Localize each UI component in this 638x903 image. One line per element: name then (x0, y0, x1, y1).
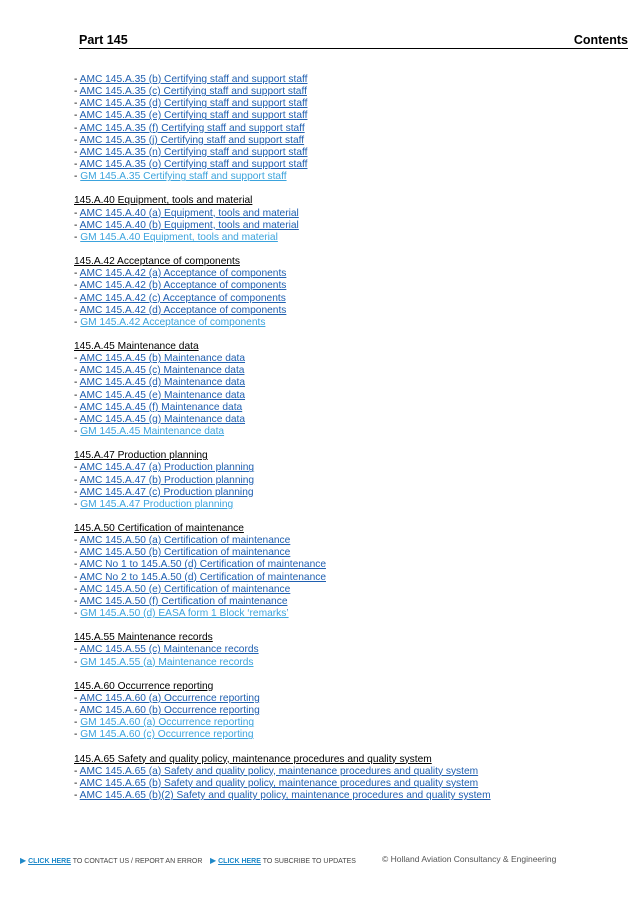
toc-entry (74, 790, 614, 802)
toc-entry (74, 159, 614, 171)
list-dash: - (74, 86, 80, 98)
toc-section (74, 195, 614, 244)
amc-link[interactable]: AMC 145.A.45 (g) Maintenance data (79, 413, 246, 425)
gm-link[interactable]: GM 145.A.60 (a) Occurrence reporting (80, 717, 255, 729)
toc-entry (74, 377, 614, 389)
toc-entry (74, 293, 614, 305)
toc-entry (74, 596, 614, 608)
list-dash: - (74, 365, 80, 377)
amc-link[interactable]: AMC 145.A.45 (e) Maintenance data (79, 389, 246, 401)
list-dash: - (74, 304, 80, 316)
toc-section-title[interactable]: 145.A.45 Maintenance data (74, 340, 199, 352)
toc-section-title[interactable]: 145.A.42 Acceptance of components (74, 256, 240, 268)
list-dash: - (74, 717, 81, 729)
list-dash: - (74, 474, 80, 486)
toc-section (74, 450, 614, 511)
toc-entry (74, 365, 614, 377)
list-dash: - (74, 159, 80, 171)
amc-link[interactable]: AMC 145.A.60 (a) Occurrence reporting (79, 692, 260, 704)
amc-link[interactable]: AMC 145.A.35 (o) Certifying staff and support staff (79, 159, 308, 171)
list-dash: - (74, 110, 80, 122)
toc-entry (74, 317, 614, 329)
gm-link[interactable]: GM 145.A.35 Certifying staff and support staff (80, 171, 287, 183)
toc-entry (74, 414, 614, 426)
toc-intro-list (74, 74, 614, 183)
list-dash: - (74, 656, 81, 668)
toc-entry (74, 232, 614, 244)
toc-entry (74, 705, 614, 717)
section-title: Contents (573, 33, 628, 47)
toc-entry (74, 123, 614, 135)
amc-link[interactable]: AMC 145.A.50 (b) Certification of maintenance (79, 547, 291, 559)
amc-link[interactable]: AMC 145.A.65 (b)(2) Safety and quality policy, maintenance procedures and quality system (79, 789, 491, 801)
toc-entry (74, 644, 614, 656)
amc-link[interactable]: AMC 145.A.45 (f) Maintenance data (79, 401, 243, 413)
toc-entry (74, 426, 614, 438)
list-dash: - (74, 413, 80, 425)
list-dash: - (74, 231, 81, 243)
list-dash: - (74, 316, 81, 328)
toc-section (74, 681, 614, 742)
list-dash: - (74, 559, 80, 571)
toc-entry (74, 778, 614, 790)
amc-link[interactable]: AMC 145.A.35 (f) Certifying staff and support staff (79, 122, 305, 134)
list-dash: - (74, 171, 81, 183)
list-dash: - (74, 426, 81, 438)
amc-link[interactable]: AMC 145.A.47 (a) Production planning (79, 462, 255, 474)
list-dash: - (74, 280, 80, 292)
list-dash: - (74, 74, 80, 85)
toc-entry (74, 717, 614, 729)
amc-link[interactable]: AMC 145.A.55 (c) Maintenance records (79, 644, 259, 656)
list-dash: - (74, 644, 80, 656)
amc-link[interactable]: AMC 145.A.45 (d) Maintenance data (79, 377, 246, 389)
subscribe-text: TO SUBCRIBE TO UPDATES (262, 858, 356, 865)
gm-link[interactable]: GM 145.A.40 Equipment, tools and material (80, 231, 278, 243)
toc-entry (74, 110, 614, 122)
toc-section-title[interactable]: 145.A.47 Production planning (74, 450, 208, 462)
list-dash: - (74, 146, 80, 158)
toc-entry (74, 584, 614, 596)
list-dash: - (74, 765, 80, 777)
list-dash: - (74, 789, 80, 801)
toc-entry (74, 462, 614, 474)
list-dash: - (74, 729, 81, 741)
list-dash: - (74, 571, 80, 583)
list-dash: - (74, 486, 80, 498)
list-dash: - (74, 777, 80, 789)
page-footer (20, 854, 620, 866)
toc-entry (74, 487, 614, 499)
amc-link[interactable]: AMC 145.A.42 (b) Acceptance of components (79, 280, 287, 292)
toc-entry (74, 74, 614, 86)
toc-entry (74, 547, 614, 559)
play-triangle-icon: ▶ (210, 856, 217, 865)
toc-entry (74, 475, 614, 487)
toc-entry (74, 305, 614, 317)
amc-link[interactable]: AMC 145.A.50 (e) Certification of maintenance (79, 583, 291, 595)
amc-link[interactable]: AMC 145.A.45 (c) Maintenance data (79, 365, 245, 377)
list-dash: - (74, 595, 80, 607)
gm-link[interactable]: GM 145.A.60 (c) Occurrence reporting (80, 729, 254, 741)
toc-entry (74, 499, 614, 511)
list-dash: - (74, 401, 80, 413)
list-dash: - (74, 692, 80, 704)
list-dash: - (74, 268, 80, 280)
gm-link[interactable]: GM 145.A.55 (a) Maintenance records (80, 656, 254, 668)
toc-section-title[interactable]: 145.A.65 Safety and quality policy, maintenance procedures and quality system (74, 753, 432, 765)
toc-entry (74, 147, 614, 159)
toc-entry (74, 693, 614, 705)
toc-entry (74, 86, 614, 98)
list-dash: - (74, 535, 80, 547)
table-of-contents (74, 74, 614, 814)
toc-entry (74, 98, 614, 110)
amc-link[interactable]: AMC 145.A.42 (d) Acceptance of components (79, 304, 287, 316)
footer-contact (20, 856, 202, 865)
toc-entry (74, 208, 614, 220)
amc-link[interactable]: AMC 145.A.35 (d) Certifying staff and support staff (79, 98, 308, 110)
list-dash: - (74, 134, 80, 146)
subscribe-link[interactable]: CLICK HERE (218, 858, 261, 865)
toc-section-title[interactable]: 145.A.50 Certification of maintenance (74, 523, 244, 534)
amc-link[interactable]: AMC 145.A.40 (b) Equipment, tools and material (79, 219, 299, 231)
amc-link[interactable]: AMC 145.A.45 (b) Maintenance data (79, 353, 246, 365)
toc-entry (74, 280, 614, 292)
copyright: © Holland Aviation Consultancy & Engineering (382, 854, 557, 864)
gm-link[interactable]: GM 145.A.42 Acceptance of components (80, 316, 266, 328)
amc-link[interactable]: AMC 145.A.35 (e) Certifying staff and support staff (79, 110, 308, 122)
list-dash: - (74, 705, 80, 717)
contact-link[interactable]: CLICK HERE (28, 858, 71, 865)
list-dash: - (74, 547, 80, 559)
amc-link[interactable]: AMC 145.A.35 (j) Certifying staff and support staff (79, 134, 305, 146)
amc-link[interactable]: AMC 145.A.47 (b) Production planning (79, 474, 255, 486)
list-dash: - (74, 377, 80, 389)
list-dash: - (74, 498, 81, 510)
document-title: Part 145 (79, 33, 128, 47)
toc-section (74, 523, 614, 620)
toc-section-title[interactable]: 145.A.60 Occurrence reporting (74, 680, 214, 692)
toc-section (74, 754, 614, 803)
toc-section (74, 632, 614, 668)
toc-entry (74, 766, 614, 778)
amc-link[interactable]: AMC 145.A.60 (b) Occurrence reporting (79, 705, 260, 717)
toc-entry (74, 353, 614, 365)
toc-entry (74, 135, 614, 147)
list-dash: - (74, 353, 80, 365)
gm-link[interactable]: GM 145.A.45 Maintenance data (80, 426, 225, 438)
gm-link[interactable]: GM 145.A.50 (d) EASA form 1 Block ‘remarks’ (80, 608, 289, 620)
list-dash: - (74, 608, 81, 620)
list-dash: - (74, 292, 80, 304)
toc-entry (74, 171, 614, 183)
toc-section (74, 256, 614, 329)
amc-link[interactable]: AMC 145.A.47 (c) Production planning (79, 486, 254, 498)
list-dash: - (74, 389, 80, 401)
amc-link[interactable]: AMC 145.A.65 (b) Safety and quality policy, maintenance procedures and quality system (79, 777, 479, 789)
contact-text: TO CONTACT US / REPORT AN ERROR (72, 858, 203, 865)
list-dash: - (74, 583, 80, 595)
list-dash: - (74, 122, 80, 134)
amc-link[interactable]: AMC 145.A.40 (a) Equipment, tools and material (79, 207, 299, 219)
list-dash: - (74, 462, 80, 474)
toc-entry (74, 268, 614, 280)
toc-entry (74, 572, 614, 584)
amc-link[interactable]: AMC 145.A.50 (a) Certification of maintenance (79, 535, 291, 547)
amc-link[interactable]: AMC 145.A.50 (f) Certification of maintenance (79, 595, 288, 607)
toc-section-title[interactable]: 145.A.40 Equipment, tools and material (74, 195, 253, 207)
toc-entry (74, 608, 614, 620)
amc-link[interactable]: AMC 145.A.42 (c) Acceptance of components (79, 292, 286, 304)
toc-entry (74, 220, 614, 232)
amc-link[interactable]: AMC 145.A.35 (c) Certifying staff and support staff (79, 86, 307, 98)
toc-section (74, 341, 614, 438)
toc-entry (74, 559, 614, 571)
toc-section-title[interactable]: 145.A.55 Maintenance records (74, 632, 213, 644)
amc-link[interactable]: AMC No 1 to 145.A.50 (d) Certification of maintenance (79, 559, 326, 571)
list-dash: - (74, 207, 80, 219)
gm-link[interactable]: GM 145.A.47 Production planning (80, 498, 234, 510)
play-triangle-icon: ▶ (20, 856, 27, 865)
amc-link[interactable]: AMC 145.A.35 (b) Certifying staff and support staff (79, 74, 308, 85)
list-dash: - (74, 219, 80, 231)
amc-link[interactable]: AMC 145.A.65 (a) Safety and quality policy, maintenance procedures and quality system (79, 765, 479, 777)
amc-link[interactable]: AMC 145.A.35 (n) Certifying staff and support staff (79, 146, 308, 158)
amc-link[interactable]: AMC 145.A.42 (a) Acceptance of components (79, 268, 287, 280)
list-dash: - (74, 98, 80, 110)
page-header (79, 32, 628, 49)
toc-entry (74, 657, 614, 669)
toc-entry (74, 535, 614, 547)
toc-entry (74, 729, 614, 741)
toc-entry (74, 390, 614, 402)
footer-subscribe (210, 856, 356, 865)
toc-entry (74, 402, 614, 414)
amc-link[interactable]: AMC No 2 to 145.A.50 (d) Certification of maintenance (79, 571, 326, 583)
